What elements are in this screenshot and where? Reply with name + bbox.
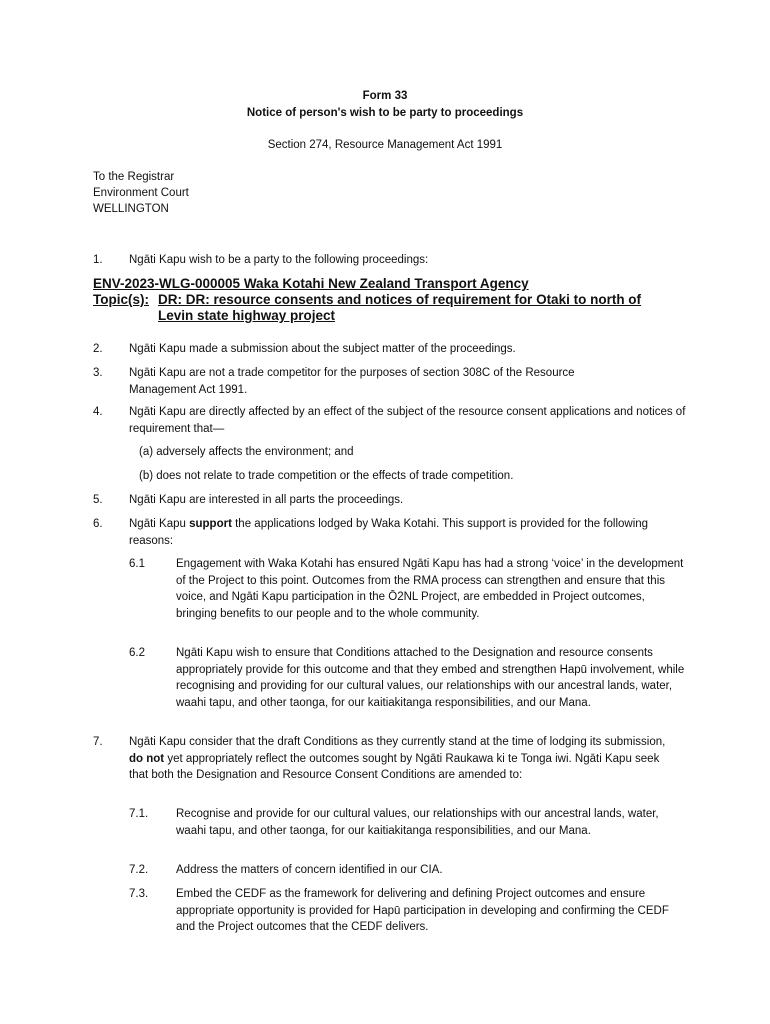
item-6-text-pre: Ngāti Kapu [129,518,190,530]
item-7-1-text: Recognise and provide for our cultural values, our relationships with our ancestral lands, water, waahi tapu, and other taonga, for our kaitiakitanga responsibilities, and our Mana. [176,808,659,837]
item-6-1-text: Engagement with Waka Kotahi has ensured Ngāti Kapu has had a strong ‘voice’ in the development of the Project to this point. Outcomes from the RMA process can strengthen and ensure that this voice, and Ngāti Kapu participation in the Ō2NL Project, are embedded in Project outcomes, bringing benefits to our people and to the whole community. [176,558,684,620]
topic-label: Topic(s): [93,292,149,307]
item-7-text [129,734,679,784]
item-4-sub-a: (a) adversely affects the environment; and [139,446,354,458]
form-title: Notice of person's wish to be party to proceedings [246,107,524,119]
item-7-2-number: 7.2. [129,864,149,876]
item-4-number: 4. [93,406,103,418]
proceeding-reference: ENV-2023-WLG-000005 Waka Kotahi New Zealand Transport Agency [93,276,529,291]
item-7-number: 7. [93,736,103,748]
topic-line-2: Levin state highway project [158,308,336,323]
item-6-number: 6. [93,518,103,530]
addressee-line-1: To the Registrar [93,171,175,183]
item-6-2-number: 6.2 [129,647,145,659]
item-6-2-text: Ngāti Kapu wish to ensure that Conditions attached to the Designation and resource consents appropriately provide for this outcome and that they embed and strengthen Hapū involvement, while recognising and providing for our cultural values, our relationships with our ancestral lands, water, waahi tapu, and other taonga, for our kaitiakitanga responsibilities, and our Mana. [176,647,685,709]
item-7-text-bold: do not [129,752,165,765]
addressee-line-3: WELLINGTON [93,203,169,215]
item-4-sub-b: (b) does not relate to trade competition or the effects of trade competition. [139,470,514,482]
section-reference: Section 274, Resource Management Act 1991 [267,139,503,151]
item-6-text-bold: support [189,518,232,530]
item-1-text: Ngāti Kapu wish to be a party to the following proceedings: [129,254,429,266]
item-5-text: Ngāti Kapu are interested in all parts the proceedings. [129,494,404,506]
item-7-3-text: Embed the CEDF as the framework for delivering and defining Project outcomes and ensure appropriate opportunity is provided for Hapū participation in developing and confirming the CEDF and the Project outcomes that the CEDF delivers. [176,888,669,933]
item-4-text: Ngāti Kapu are directly affected by an effect of the subject of the resource consent applications and notices of requirement that— [129,406,686,435]
item-3-text: Ngāti Kapu are not a trade competitor for the purposes of section 308C of the Resource Management Act 1991. [129,367,575,396]
item-7-1-number: 7.1. [129,808,149,820]
form-number: Form 33 [362,90,408,102]
item-6-text-post: the applications lodged by Waka Kotahi. This support is provided for the following reasons: [129,518,649,547]
item-7-3-number: 7.3. [129,888,149,900]
item-5-number: 5. [93,494,103,506]
item-7-2-text: Address the matters of concern identified in our CIA. [176,864,443,876]
item-7-text-post: yet appropriately reflect the outcomes sought by Ngāti Raukawa ki te Tonga iwi. Ngāti Kapu seek that both the Designation and Resource Consent Conditions are amended to: [129,752,660,781]
item-3-number: 3. [93,367,103,379]
topic-line-1: DR: DR: resource consents and notices of requirement for Otaki to north of [158,292,642,307]
addressee-line-2: Environment Court [93,187,189,199]
item-2-text: Ngāti Kapu made a submission about the subject matter of the proceedings. [129,343,516,355]
item-1-number: 1. [93,254,103,266]
item-2-number: 2. [93,343,103,355]
item-7-text-pre: Ngāti Kapu consider that the draft Conditions as they currently stand at the time of lodging its submission, [129,736,666,748]
item-6-1-number: 6.1 [129,558,145,570]
item-6-text [129,516,674,549]
